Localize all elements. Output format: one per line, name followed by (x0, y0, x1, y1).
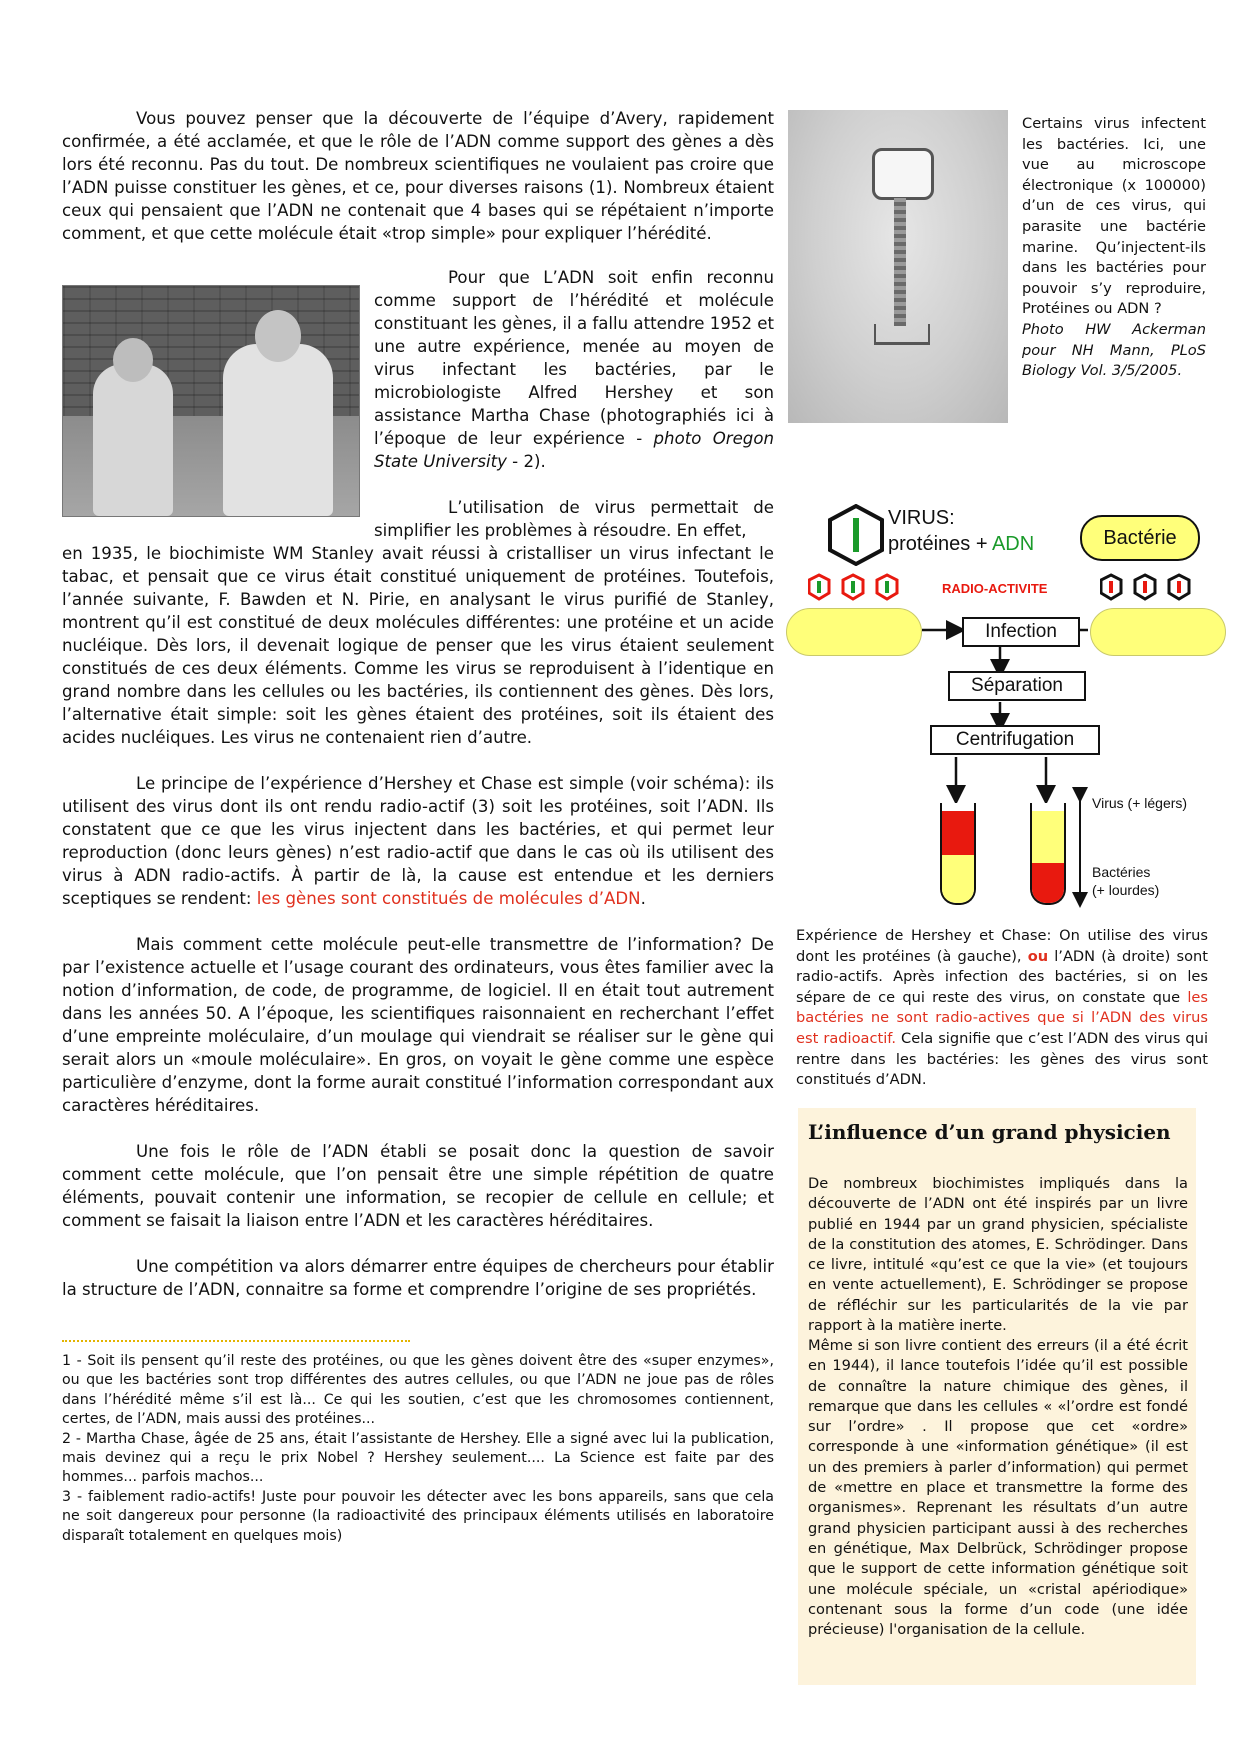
step-centrifugation: Centrifugation (930, 725, 1100, 755)
head-hershey (255, 310, 301, 362)
step-separation: Séparation (948, 671, 1086, 701)
sidebar-box (798, 1108, 1196, 1685)
sidebar-paragraph-1: De nombreux biochimistes impliqués dans la découverte de l’ADN ont été inspirés par un livre publié en 1944 par un grand physicien, spécialiste de la constitution des atomes, E. Schrödinger. Dans ce livre, intitulé «qu’est ce que la vie» (et toujours en vente actuellement), E. Schrödinger se propose de réfléchir sur les particularités de la vie par rapport à la matière inerte. (808, 1175, 1188, 1335)
paragraph-7: Une compétition va alors démarrer entre équipes de chercheurs pour établir la structure de l’ADN, connaitre sa forme et comprendre l’origine de ses propriétés. (62, 1257, 774, 1299)
paragraph-6: Une fois le rôle de l’ADN établi se posait donc la question de savoir comment cette molécule, que l’on pensait être une simple répétition de quatre éléments, pouvait contenir une information, se recopier de cellule en cellule; et comment se faisait la liaison entre l’ADN et les caractères héréditaires. (62, 1142, 774, 1230)
sidebar-paragraph-2: Même si son livre contient des erreurs (il a été écrit en 1944), il lance toutefois l’idée qu’il est possible de connaître la nature chimique des gènes, il remarque que dans les cellules « «l’ordre est fondé sur l’ordre» . Il propose que cet «ordre» corresponde à une «information génétique» (il est un des premiers à parler d’information) qui permet de «mettre en place et transmettre la forme des organismes». Reprenant les résultats d’un autre grand physicien participant aussi à des recherches en génétique, Max Delbrück, Schrödinger propose que le support de cette information génétique soit une molécule spéciale, un «cristal apériodique» contenant sous la forme d’un code (une idée précieuse) l'organisation de la cellule. (808, 1337, 1188, 1639)
virus-title: VIRUS: (888, 507, 955, 529)
hershey-chase-photo (62, 285, 360, 517)
paragraph-2-end: - 2). (506, 452, 546, 471)
experiment-diagram (780, 495, 1220, 915)
virus-caption-text: Certains virus infectent les bactéries. Ici, une vue au microscope électronique (x 100000) d’un de ces virus, qui parasite une bactérie marine. Qu’injectent-ils dans les bactéries pour pouvoir s’y reproduire, Protéines ou ADN ? (1022, 115, 1206, 318)
diagram-caption-conclusion: les bactéries ne sont radio-actives que si l’ADN des virus est radioactif. (796, 988, 1208, 1047)
sidebar-title: L’influence d’un grand physicien (808, 1120, 1171, 1144)
paragraph-5: Mais comment cette molécule peut-elle transmettre de l’information? De par l’existence actuelle et l’usage courant des ordinateurs, vous êtes familier avec la notion d’information, de code, de programme, de logiciel. Il en était tout autrement dans les années 50. A l’époque, les scientifiques raisonnaient en recherchant l’effet d’une empreinte moléculaire, d’un moulage qui viendrait se réaliser sur le gène qui serait alors un «moule moléculaire». En gros, on voyait le gène comme une espèce particulière d’enzyme, dont la forme aurait constitué l’information correspondant aux caractères héréditaires. (62, 935, 774, 1115)
paragraph-4-conclusion: les gènes sont constitués de molécules d’ADN (256, 889, 641, 908)
heavy-label (1092, 863, 1159, 899)
tube-right-bottom-layer (1032, 863, 1064, 903)
footnote-3: 3 - faiblement radio-actifs! Juste pour pouvoir les détecter avec les bons appareils, sans que cela ne soit dangereux pour personne (la radioactivité des principaux éléments utilisés en laboratoire disparaît totalement en quelques mois) (62, 1488, 774, 1544)
step-infection: Infection (962, 617, 1080, 647)
diagram-arrows (780, 495, 1220, 915)
photo-credit: photo Oregon State University (374, 429, 774, 471)
tube-right-empty (1032, 803, 1064, 811)
tube-right (1030, 803, 1066, 905)
paragraph-3: en 1935, le biochimiste WM Stanley avait réussi à cristalliser un virus infectant le tabac, et pensait que ce virus était constitué uniquement de protéines. Toutefois, l’année suivante, F. Bawden et N. Pirie, en analysant le virus purifié de Stanley, montrent qu’il est constitué de deux molécules différentes: une protéine et un acide nucléique. Dès lors, il devenait logique de penser que les virus étaient seulement constitués de ces deux éléments. Comme les virus se reproduisent à l’identique en grand nombre dans les cellules ou les bactéries, ils contiennent des gènes. Dès lors, l’alternative était simple: soit les gènes étaient des protéines, soit ils étaient des acides nucléiques. Les virus ne contenaient rien d’autre. (62, 544, 774, 747)
bacteria-label: Bactérie (1080, 515, 1200, 561)
paragraph-4-end: . (640, 889, 646, 908)
virus-caption-credit: Photo HW Ackerman pour NH Mann, PLoS Biology Vol. 3/5/2005. (1022, 320, 1206, 380)
virus-subtitle-proteins: protéines + (888, 533, 992, 555)
virus-micrograph (788, 110, 1008, 423)
virus-tail-fibers (874, 324, 930, 345)
tube-right-top-layer (1032, 811, 1064, 863)
person-martha (93, 364, 173, 516)
diagram-caption-a: Expérience de Hershey et Chase: On utilise des virus dont les protéines (à gauche), (796, 927, 1208, 965)
tube-left-empty (942, 803, 974, 811)
tube-left (940, 803, 976, 905)
paragraph-2 (374, 266, 774, 473)
virus-subtitle-dna: ADN (991, 533, 1035, 555)
footnote-2: 2 - Martha Chase, âgée de 25 ans, était l’assistante de Hershey. Elle a signé avec lui la publication, mais devinez qui a reçu le prix Nobel ? Hershey seulement.... La Science est faite par des hommes... parfois machos... (62, 1430, 774, 1486)
person-hershey (223, 344, 333, 516)
diagram-caption-c: Cela signifie que c’est l’ADN des virus qui rentre dans les bactéries: les gènes des virus sont constitués d’ADN. (796, 1029, 1209, 1089)
paragraph-2-text: Pour que L’ADN soit enfin reconnu comme support de l’hérédité et molécule constituant les gènes, il a fallu attendre 1952 et une autre expérience, menée au moyen de virus infectant les bactéries, par le microbiologiste Alfred Hershey et son assistance Martha Chase (photographiés ici à l’époque de leur expérience - (374, 268, 775, 448)
tube-left-top-layer (942, 811, 974, 855)
heavy-label-b: (+ lourdes) (1092, 882, 1160, 898)
head-martha (113, 338, 153, 382)
virus-head (872, 148, 934, 200)
heavy-label-a: Bactéries (1092, 864, 1151, 880)
paragraph-4 (62, 772, 774, 910)
diagram-caption-or: ou (1027, 947, 1049, 965)
radioactivity-label: RADIO-ACTIVITE (942, 581, 1048, 596)
virus-caption (1022, 114, 1206, 382)
diagram-caption (796, 926, 1208, 1091)
footnotes (62, 1352, 774, 1546)
paragraph-1: Vous pouvez penser que la découverte de l’équipe d’Avery, rapidement confirmée, a été acclamée, et que le rôle de l’ADN comme support des gènes a dès lors été reconnu. Pas du tout. De nombreux scientifiques ne voulaient pas croire que l’ADN puisse constituer les gènes, et ce, pour diverses raisons (1). Nombreux étaient ceux qui pensaient que l’ADN ne contenait que 4 bases qui se répétaient n’importe comment, et que cette molécule était «trop simple» pour expliquer l’hérédité. (62, 109, 774, 243)
paragraph-3-start: L’utilisation de virus permettait de simplifier les problèmes à résoudre. En effet, (374, 498, 774, 540)
light-label: Virus (+ légers) (1092, 795, 1188, 811)
virus-tail (894, 198, 906, 326)
tube-left-bottom-layer (942, 855, 974, 903)
footnote-separator (62, 1340, 410, 1342)
diagram-caption-b: l’ADN (à droite) sont radio-actifs. Après infection des bactéries, si on les sépare de ce qui reste des virus, on constate que (796, 947, 1208, 1006)
footnote-1: 1 - Soit ils pensent qu’il reste des protéines, ou que les gènes doivent être des «super enzymes», ou que les bactéries sont trop différentes des autres cellules, ou que l’ADN ne joue pas de rôles dans l’hérédité même s’il est là... Ce qui les soutien, c’est que les chromosomes contiennent, certes, de l’ADN, mais aussi des protéines... (62, 1353, 774, 1428)
paragraph-4-text: Le principe de l’expérience d’Hershey et Chase est simple (voir schéma): ils utilisent des virus dont ils ont rendu radio-actif (3) soit les protéines, soit l’ADN. Ils constatent que ce que les virus injectent dans les bactéries, et qui permet leur reproduction (donc leurs gènes) n’est radio-actif que dans le cas où ils utilisent des virus à ADN radio-actifs. À partir de là, la cause est entendue et les derniers sceptiques se rendent: (62, 774, 774, 908)
